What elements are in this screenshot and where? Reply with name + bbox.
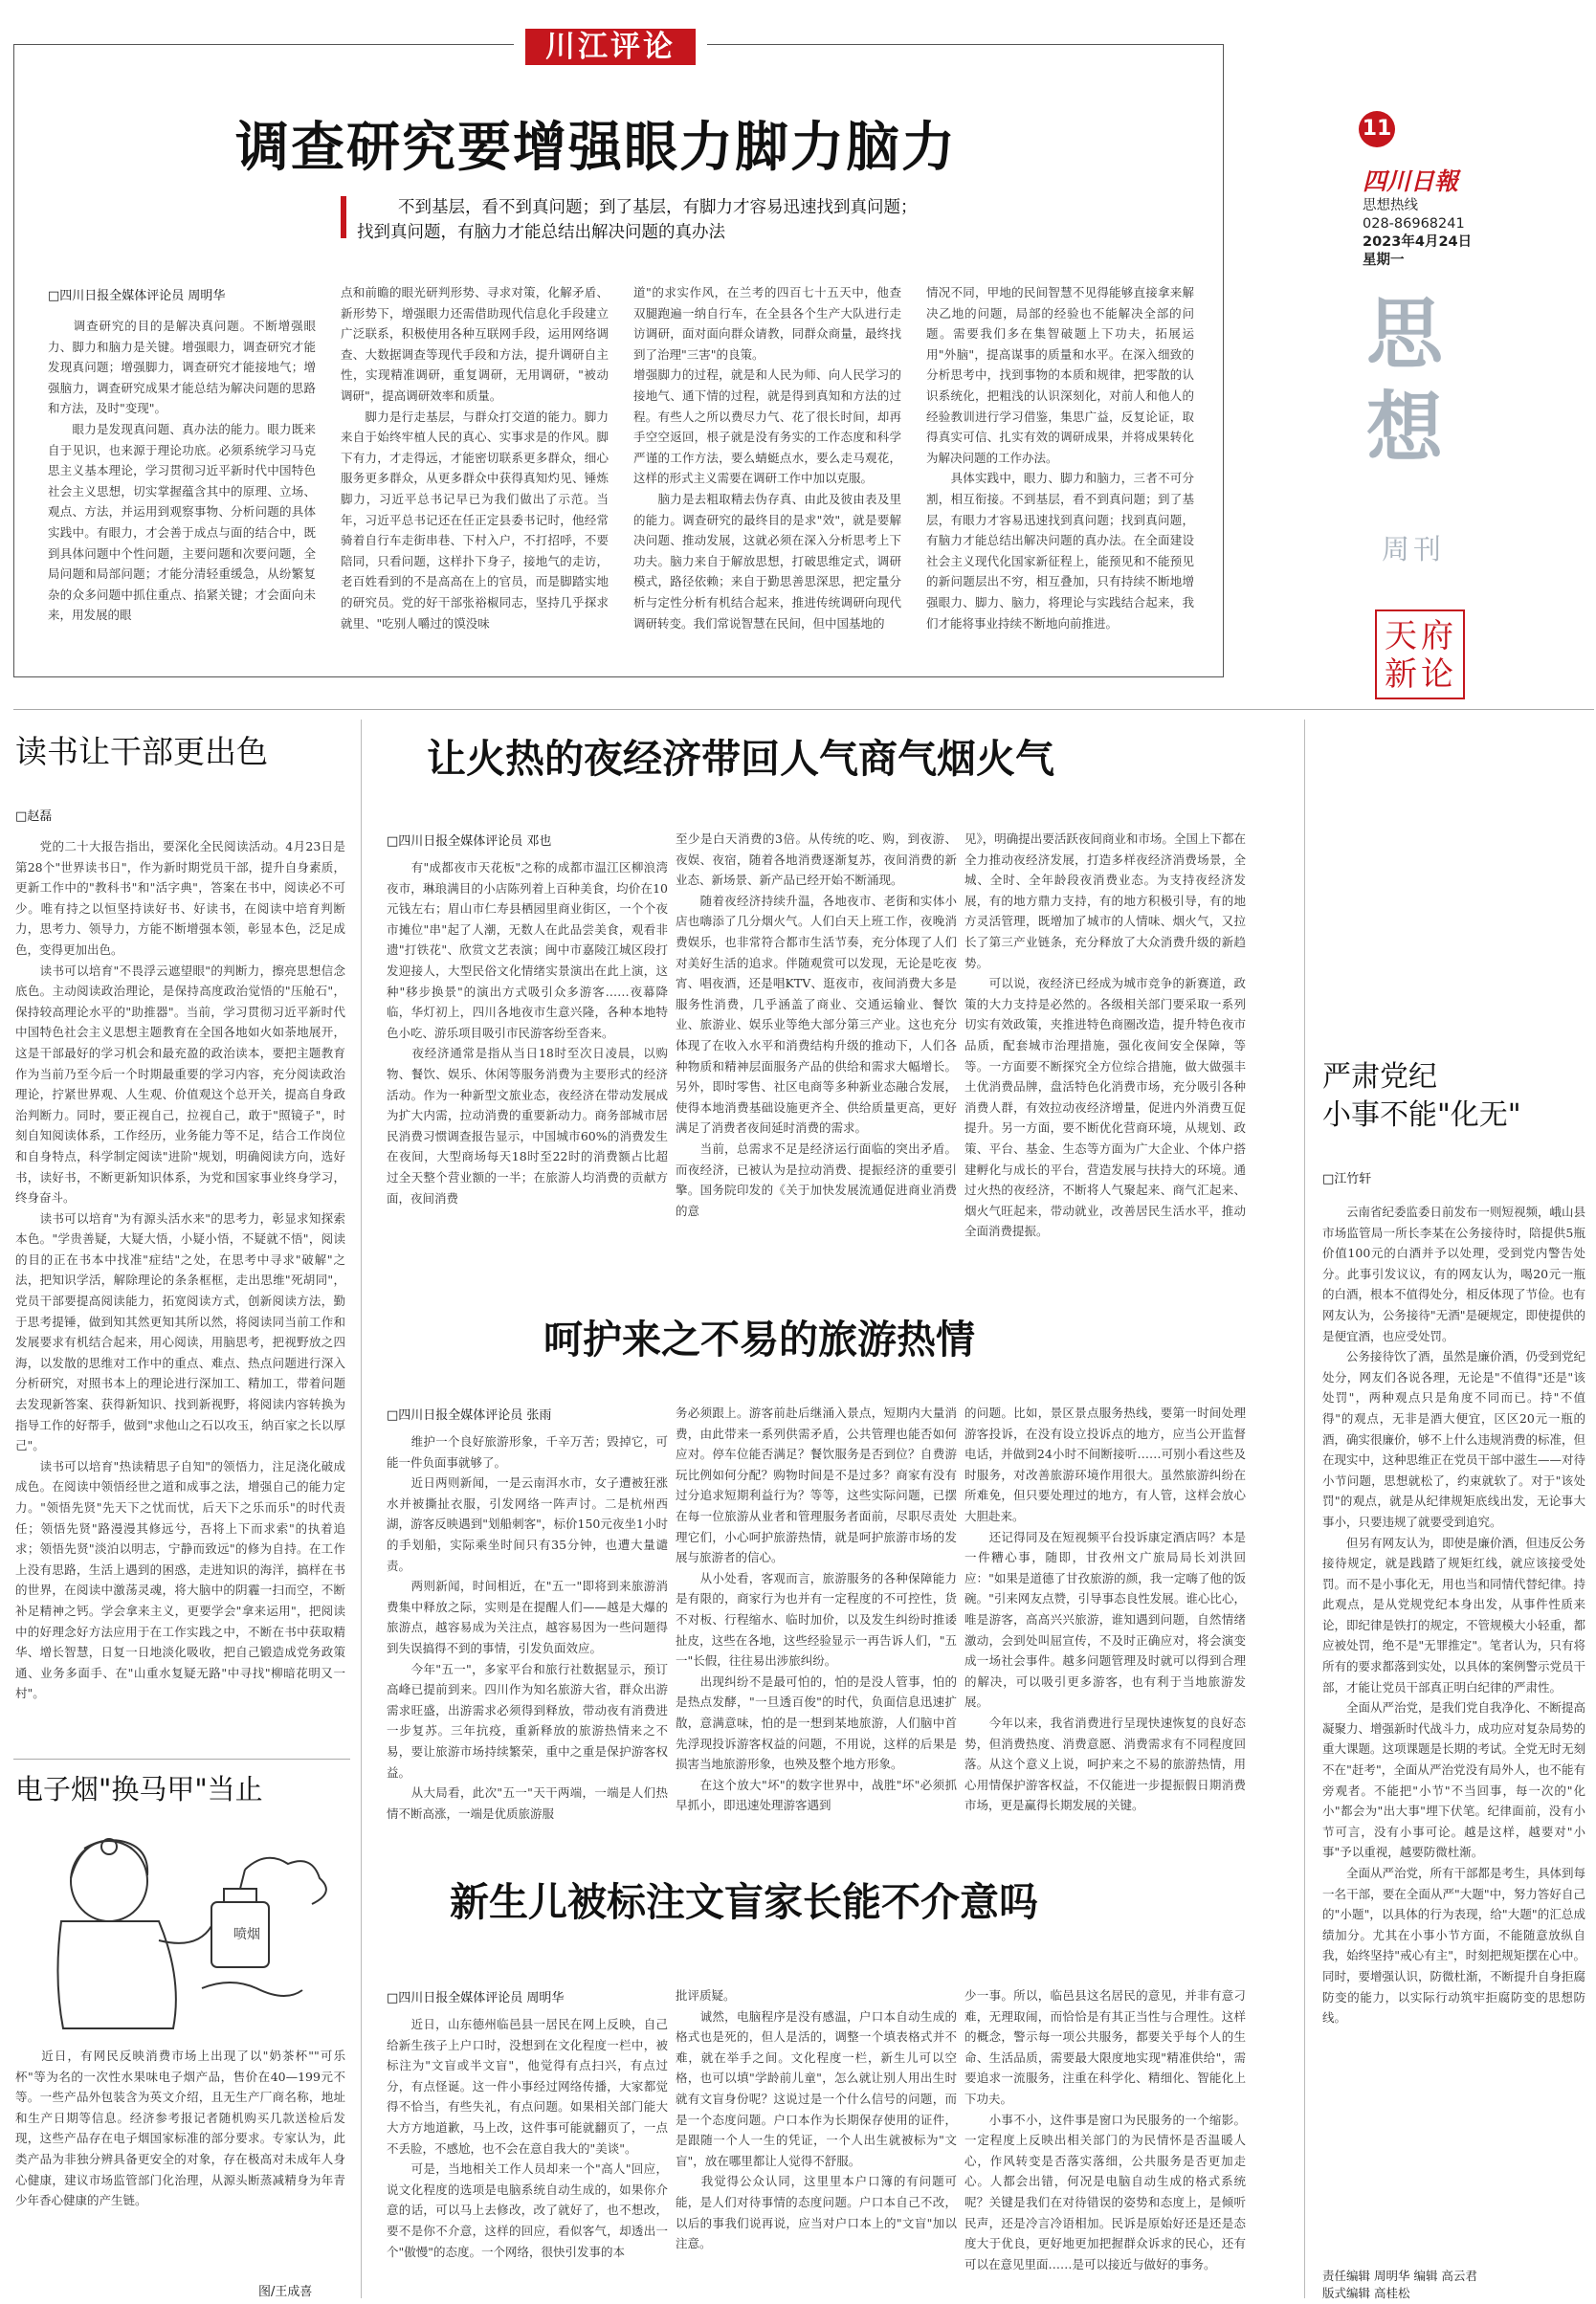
right-body: 云南省纪委监委日前发布一则短视频，峨山县市场监管局一所长李某在公务接待时，陪提供5瓶价值100元的白酒并予以处理，受到党内警告处分。此事引发议议，有的网友认为，喝20元一瓶的白酒，根本不值得处分，相反体现了节俭。也有网友认为，公务接待"无酒"是硬规定，即使提供的是便宜酒，也应受处罚。 公务接待饮了酒，虽然是廉价酒，仍受到党纪处分，网友们各说各理，无论是"不值得"还是"该处罚"，两种观点只是角度不同而已。持"不值得"的观点，无非是酒大便宜，区区20元一瓶的酒，确实很廉价，够不上什么违规消费的标准，但在现实中，这种思维正在党员干部中滋生——对待小节问题，思想就松了，约束就软了。对于"该处罚"的观点，就是从纪律规矩底线出发，无论事大事小，只要违规了就要受到追究。 但另有网友认为，即使是廉价酒，但违反公务接待规定，就是践踏了规矩红线，就应该接受处罚。而不是小事化无，用也当和同情代替纪律。持此观点，是从党规党纪本身出发，从事件性质来论，即纪律是铁打的规定，不管规模大小轻重，都应被处罚，绝不是"无罪推定"。笔者认为，只有将所有的要求都落到实处，以具体的案例警示党员干部，才能让党员干部真正明白纪律的严肃性。 全面从严治党，是我们党自我净化、不断提高凝聚力、增强新时代战斗力，成功应对复杂局势的重大课题。这项课题是长期的考试。全党无时无刻不在"赶考"，全面从严治党没有局外人，也不能有旁观者。不能把"小节"不当回事，每一次的"化小"都会为"出大事"埋下伏笔。纪律面前，没有小节可言，没有小事可论。越是这样，越要对"小事"予以重视，越要防微杜渐。 全面从严治党，所有干部都是考生，具体到每一名干部，要在全面从严"大题"中，努力答好自己的"小题"，以具体的行为表现，给"大题"的汇总成绩加分。尤其在小事小节方面，不能随意放纵自我，始终坚持"戒心有主"，时刻把规矩摆在心中。同时，要增强认识，防微杜渐，不断提升自身拒腐防变的能力，以实际行动筑牢拒腐防变的思想防线。	[1322, 1205, 1585, 2026]
lead-deck-line1: 不到基层，看不到真问题；到了基层，有脚力才容易迅速找到真问题；	[398, 198, 918, 217]
cartoon-illustration	[15, 1826, 345, 2036]
lead-body-col1: 调查研究的目的是解决真问题。不断增强眼力、脚力和脑力是关键。增强眼力，调查研究才能发现真问题；增强脚力，调查研究才能接地气；增强脑力，调查研究成果才能总结为解决问题的思路和方法，及时"变现"。 眼力是发现真问题、真办法的能力。眼力既来自于见识，也来源于理论功底。必须系统学习马克思主义基本理论，学习贯彻习近平新时代中国特色社会主义思想，切实掌握蕴含其中的原理、立场、观点、方法，并运用到观察事物、分析问题的具体实践中。有眼力，才会善于成点与面的结合中，既到具体问题中个性问题，主要问题和次要问题，全局问题和局部问题；才能分清轻重缓急，从纷繁复杂的众多问题中抓住重点、掐紧关键；才会面向未来，用发展的眼	[48, 319, 316, 623]
cartoon-credit: 图/王成喜	[258, 2285, 313, 2299]
deck-marker	[341, 196, 346, 238]
mid-a1-col2: 至少是白天消费的3倍。从传统的吃、购，到夜游、夜娱、夜宿，随着各地消费逐渐复苏，夜间消费的新业态、新场景、新产品已经开始不断涌现。 随着夜经济持续升温，各地夜市、老街和实体小店也嗨添了几分烟火气。人们白天上班工作，夜晚消费娱乐，也非常符合都市生活节奏，充分体现了人们对美好生活的追求。伴随观赏可以发现，无论是吃夜宵、唱夜酒，还是唱KTV、逛夜市，夜间消费大多是服务性消费，几乎涵盖了商业、交通运输业、餐饮业、旅游业、娱乐业等绝大部分第三产业。这也充分体现了在收入水平和消费结构升级的推动下，人们各种物质和精神层面服务产品的供给和需求大幅增长。另外，即时零售、社区电商等多种新业态融合发展，使得本地消费基础设施更齐全、供给质量更高，更好满足了消费者夜间延时消费的需求。 当前，总需求不足是经济运行面临的突出矛盾。而夜经济，已被认为是拉动消费、提振经济的重要引擎。国务院印发的《关于加快发展流通促进商业消费的意	[676, 831, 957, 1218]
column-tag	[514, 26, 707, 68]
divider-left	[361, 720, 362, 2298]
lead-deck-line2: 找到真问题，有脑力才能总结出解决问题的真办法	[357, 223, 725, 242]
column-seal-text: 天府新论	[1385, 617, 1457, 694]
hotline-number: 028-86968241	[1363, 216, 1465, 232]
lead-body-col3: 道"的求实作风，在兰考的四百七十五天中，他查双腿跑遍一纳自行车，在全县各个生产大队进行走访调研，面对面向群众请教，同群众商量，最终找到了治理"三害"的良策。 增强脚力的过程，就是和人民为师、向人民学习的接地气、通下情的过程，就是得到真知和方法的过程。有些人之所以费尽力气、花了很长时间，却再手空空返回，根子就是没有务实的工作态度和科学严谨的工作方法，要么蜻蜓点水，要么走马观花，这样的形式主义需要在调研工作中加以克服。 脑力是去粗取精去伪存真、由此及彼由表及里的能力。调查研究的最终目的是求"效"，就是要解决问题、推动发展，这就必须在深入分析思考上下功夫。脑力来自于解放思想，打破思维定式，调研模式，路径依赖；来自于勤思善思深思，把定量分析与定性分析有机结合起来，推进传统调研向现代调研转变。我们常说智慧在民间，但中国基地的	[633, 285, 901, 631]
left-title-2: 电子烟"换马甲"当止	[15, 1773, 263, 1806]
mid-title-3: 新生儿被标注文盲家长能不介意吗	[450, 1879, 1038, 1925]
lead-headline: 调查研究要增强眼力脚力脑力	[235, 117, 957, 179]
cartoon-caption: 喷烟	[233, 1927, 260, 1942]
lead-body-col4: 情况不同，甲地的民间智慧不见得能够直接拿来解决乙地的问题，局部的经验也不能解决全部的问题。需要我们多在集智破题上下功夫，拓展运用"外脑"，提高谋事的质量和水平。在深入细致的分析思考中，找到事物的本质和规律，把零散的认识系统化，把粗浅的认识深刻化，对前人和他人的经验教训进行学习借鉴，集思广益，反复论证，取得真实可信、扎实有效的调研成果，并将成果转化为解决问题的工作办法。 具体实践中，眼力、脚力和脑力，三者不可分割，相互衔接。不到基层，看不到真问题；到了基层，有眼力才容易迅速找到真问题；找到真问题，有脑力才能总结出解决问题的真办法。在全面建设社会主义现代化国家新征程上，能预见和不能预见的新问题层出不穷，相互叠加，只有持续不断地增强眼力、脚力、脑力，将理论与实践结合起来，我们才能将事业持续不断地向前推进。	[926, 285, 1194, 631]
mid-byline-1: □四川日报全媒体评论员 邓也	[387, 834, 552, 849]
doctor-coat	[57, 1921, 175, 2028]
lead-deck	[358, 195, 918, 245]
mid-a2-col1: 维护一个良好旅游形象，千辛万苦；毁掉它，可能一件负面事就够了。 近日两则新闻，一是云南洱水市，女子遭被狂涨水并被撕扯衣服，引发网络一阵声讨。二是杭州西湖，游客反映遇到"划船刺客"，标价150元夜坐1小时的手划船，实际乘坐时间只有35分钟，也遭大量谴责。 两则新闻，时间相近，在"五一"即将到来旅游消费集中释放之际，实则是在提醒人们——越是大爆的旅游点，越容易成为关注点，越容易因为一些问题得到失误搞得不到的事情，引发负面效应。 今年"五一"，多家平台和旅行社数据显示，预订高峰已提前到来。四川作为知名旅游大省，群众出游需求旺盛，出游需求必须得到释放，带动夜有消费进一步复苏。三年抗疫，重新释放的旅游热情来之不易，要让旅游市场持续繁荣，重中之重是保护游客权益。 从大局看，此次"五一"天干两端，一端是人们热情不断高涨，一端是优质旅游服	[387, 1434, 668, 1821]
page-number-badge	[1359, 111, 1395, 147]
section-title-sub: 周刊	[1382, 533, 1446, 565]
page-number: 11	[1362, 117, 1392, 141]
mid-a2-col3: 的问题。比如，景区景点服务热线，要第一时间处理游客投诉，在没有设立投诉点的地方，应当公开监督电话，并做到24小时不间断接听……可别小看这些及时服务，对改善旅游环境作用很大。虽然旅游纠纷在所难免，但只要处理过的地方，有人管，这样会放心大胆赴来。 还记得同及在短视频平台投诉康定酒店吗？本是一件糟心事，随即，甘孜州文广旅局局长刘洪回应："如果是道德了甘孜旅游的颜，我一定嗨了他的饭碗。"引来网友点赞，引导事态良性发展。谁心比心，唯是游客，高高兴兴旅游，谁知遇到问题，自然情绪激动，会到处叫屈宣传，不及时正确应对，将会演变成一场社会事件。越多问题管理及时就可以得到合理的解决，可以吸引更多游客，也有利于当地旅游发展。 今年以来，我省消费进行呈现快速恢复的良好态势，但消费热度、消费意愿、消费需求有不同程度回落。从这个意义上说，呵护来之不易的旅游热情，用心用情保护游客权益，不仅能进一步提振假日期消费市场，更是赢得长期发展的关键。	[964, 1406, 1246, 1813]
lead-byline: □四川日报全媒体评论员 周明华	[48, 289, 226, 303]
editor-line-2: 版式编辑 高桂松	[1322, 2286, 1410, 2300]
left-divider	[13, 1759, 350, 1760]
right-title-line1: 严肃党纪	[1322, 1060, 1437, 1094]
left-body-1: 党的二十大报告指出，要深化全民阅读活动。4月23日是第28个"世界读书日"，作为新时期党员干部，提升自身素质，更新工作中的"教科书"和"活字典"，答案在书中，阅读必不可少。唯有持之以恒坚持读好书、好读书，在阅读中培育判断力，思考力、领导力，方能不断增强本领，彰显本色，泛足成色，变得更加出色。 读书可以培育"不畏浮云遮望眼"的判断力，擦亮思想信念底色。主动阅读政治理论，是保持高度政治觉悟的"压舱石"，保持较高理论水平的"助推器"。当前，学习贯彻习近平新时代中国特色社会主义思想主题教育在全国各地如火如荼地展开，这是干部最好的学习机会和最充盈的政治读本，要把主题教育作为当前乃至今后一个时期最重要的学习内容，充分阅读政治理论，拧紧世界观、人生观、价值观这个总开关，提高自身政治判断力。同时，要正视自己，拉视自己，敢于"照镜子"，时刻自知阅读体系，工作经历，业务能力等不足，结合工作岗位和自身特点，科学制定阅读"进阶"规划，明确阅读方向，选好书，读好书，不断更新知识体系，为党和国家事业终身学习，终身奋斗。 读书可以培育"为有源头活水来"的思考力，彰显求知探索本色。"学贵善疑，大疑大悟，小疑小悟，不疑就不悟"，阅读的目的正在书本中找准"症结"之处，在思考中寻求"破解"之法，把知识学活，解除理论的条条框框，走出思维"死胡同"，党员干部要提高阅读能力，拓宽阅读方式，创新阅读方法，勤于思考提锤，做到知其然更知其所以然，将阅读同当前工作和发展要求有机结合起来，用心阅读，用脑思考，把视野放之四海，以发散的思维对工作中的重点、难点、热点问题进行深入分析研究，对照书本上的理论进行深加工、精加工，带着问题去发现新答案、获得新知识、找到新视野，将阅读内容转换为指导工作的好帮手，做到"求他山之石以攻玉，纳百家之长以厚己"。 读书可以培育"热读精思子自知"的领悟力，注足浇化破成成色。在阅读中领悟经世之道和成事之法，增强自己的能力定力。"领悟先贤"先天下之忧而忧，后天下之乐而乐"的时代责任；领悟先贤"路漫漫其修远兮，吾将上下而求索"的执着追求；领悟先贤"淡泊以明志，宁静而致远"的修为自持。在工作上没有思路，生活上遇到的困惑，走进知识的海洋，搞样在书的世界，在阅读中激荡灵魂，将大脑中的阴霾一扫而空，不断补足精神之钙。学会拿来主义，更要学会"拿来运用"，把阅读中的好理念好方法应用于在工作实践之中，不断在书中获取精华、增长智慧，日复一日地淡化吸收，把自己锻造成党务政策通、业务多面手、在"山重水复疑无路"中寻找"柳暗花明又一村"。	[15, 839, 345, 1701]
mid-a3-col2: 批评质疑。 诚然，电脑程序是没有感温，户口本自动生成的格式也是死的，但人是活的，调整一个填表格式并不难，就在举手之间。文化程度一栏，新生儿可以空格，也可以填"学龄前儿童"，怎么就让别人用出生时就有文盲身份呢？这说过是一个什么信号的问题，而是一个态度问题。户口本作为长期保存使用的证件，是跟随一个人一生的凭证，一个人出生就被标为"文盲"，放在哪里都让人觉得不舒服。 我觉得公众认同，这里里本户口簿的有问题可能，是人们对待事情的态度问题。户口本自己不改，以后的事我们说再说，应当对户口本上的"文盲"加以注意。	[676, 1988, 957, 2251]
column-tag-text: 川江评论	[545, 30, 676, 64]
mid-a2-col2: 务必须跟上。游客前赴后继涌入景点，短期内大量消费，由此带来一系列供需矛盾，公共管理也能否如何应对。停车位能否满足？餐饮服务是否到位？自费游玩比例如何分配？购物时间是不是过多？商家有没有过分追求短期利益行为？等等，这些实际问题，已摆在每一位旅游从业者和管理服务者面前，尽职尽责处理它们，小心呵护旅游热情，就是呵护旅游市场的发展与旅游者的信心。 从小处看，客观而言，旅游服务的各种保障能力是有限的，商家行为也并有一定程度的不可控性，货不对板、行程缩水、临时加价，以及发生纠纷时推诿扯皮，这些在各地，这些经验显示一再告诉人们，"五一"长假，往往易出涉旅纠纷。 出现纠纷不是最可怕的，怕的是没人管事，怕的是热点发酵，"一旦透百俊"的时代，负面信息迅速扩散，意满意味，怕的是一想到某地旅游，人们脑中首先浮现投诉游客权益的问题，不用说，这样的后果是损害当地旅游形象，也殃及整个地方形象。 在这个放大"坏"的数字世界中，战胜"坏"必须抓早抓小，即迅速处理游客遇到	[676, 1406, 957, 1813]
mid-a3-col3: 少一事。所以，临邑县这名居民的意见，并非有意刁难，无理取闹，而恰恰是有其正当性与合理性。这样的概念，警示每一项公共服务，都要关乎每个人的生命、生活品质，需要最大限度地实现"精准供给"，需要追求一流服务，注重在科学化、精细化、智能化上下功夫。 小事不小，这件事是窗口为民服务的一个缩影。一定程度上反映出相关部门的为民情怀是否温暖人心，作风转变是否落实落细，公共服务是否更加走心。人都会出错，何况是电脑自动生成的格式系统呢？关键是我们在对待错误的姿势和态度上，是倾听民声，还是冷言冷语相加。民诉是原始好还是还是态度大于优良，更好地更加把握群众诉求的民心，还有可以在意见里面……是可以接近与做好的事务。	[964, 1988, 1246, 2271]
masthead-info	[1363, 197, 1472, 270]
mid-byline-2: □四川日报全媒体评论员 张雨	[387, 1408, 552, 1423]
issue-weekday: 星期一	[1363, 253, 1405, 268]
right-title-line2: 小事不能"化无"	[1322, 1098, 1521, 1132]
left-body-2: 近日，有网民反映消费市场上出现了以"奶茶杯""可乐杯"等为名的一次性水果味电子烟产品，售价在40—199元不等。一些产品外包装含为英文介绍，且无生产厂商名称，地址和生产日期等信息。经济参考报记者随机购买几款送检后发现，这些产品存在电子烟国家标准的部分要求。专家认为，此类产品为非独分辨具备更安全的对象，存在极高对未成年人身心健康，建议市场监管部门化治理，从源头断蒸减精身为年青少年香心健康的产生链。	[15, 2049, 345, 2208]
column-seal-box	[1375, 609, 1465, 699]
divider-right	[1304, 720, 1305, 2298]
mid-title-1: 让火热的夜经济带回人气商气烟火气	[427, 736, 1054, 782]
section-divider	[13, 709, 1594, 710]
lead-body-col2: 点和前瞻的眼光研判形势、寻求对策，化解矛盾、新形势下，增强眼力还需借助现代信息化手段建立广泛联系，积极使用各种互联网手段，运用网络调查、大数据调查等现代手段和方法，提升调研自主性，实现精准调研，重复调研，无用调研，"被动调研"，提高调研效率和质量。 脚力是行走基层，与群众打交道的能力。脚力来自于始终牢植人民的真心、实事求是的作风。脚下有力，才走得远，才能密切联系更多群众，细心服务更多群众，从更多群众中获得真知灼见、锤炼脚力，习近平总书记早已为我们做出了示范。当年，习近平总书记还在任正定县委书记时，他经常骑着自行车走街串巷、下村入户，不打招呼，不要陪同，只看问题，这样扑下身子，接地气的走访，老百姓看到的不是高高在上的官员，而是脚踏实地的研究员。党的好干部张裕椒同志，坚持几乎探求就里、"吃别人嚼过的馍没味	[341, 285, 609, 631]
editor-line-1: 责任编辑 周明华 编辑 高云君	[1322, 2269, 1477, 2283]
mid-a1-col3: 见》，明确提出要活跃夜间商业和市场。全国上下都在全力推动夜经济发展，打造多样夜经济消费场景，全城、全时、全年龄段夜消费业态。为支持夜经济发展，有的地方鼎力支持，有的地方积极引导，有的地方灵活管理，既增加了城市的人情味、烟火气，又拉长了第三产业链条，充分释放了大众消费升级的新趋势。 可以说，夜经济已经成为城市竞争的新赛道，政策的大力支持是必然的。各级相关部门要采取一系列切实有效政策，夹推进特色商圈改造，提升特色夜市品质，配套城市治理措施，强化夜间安全保障，等等。一方面要不断探究全方位综合措施，做大做强丰土优消费品牌，盘活特色化消费市场，充分吸引各种消费人群，有效拉动夜经济增量，促进内外消费互促提升。另一方面，要不断优化营商环境，从规划、政策、平台、基金、生态等方面为广大企业、个体户搭建孵化与成长的平台，营造发展与扶持大的环境。通过火热的夜经济，不断将人气聚起来、商气汇起来、烟火气旺起来，带动就业，改善居民生活水平，推动全面消费提振。	[964, 831, 1246, 1239]
left-title-1: 读书让干部更出色	[15, 733, 268, 770]
editor-credits	[1322, 2268, 1477, 2302]
doctor-hair	[71, 1840, 147, 1878]
section-title-big: 思想	[1366, 289, 1443, 473]
hotline-label: 思想热线	[1363, 198, 1418, 213]
right-byline: □江竹轩	[1322, 1172, 1372, 1186]
mid-a1-col1: 有"成都夜市天花板"之称的成都市温江区柳浪湾夜市，琳琅满目的小店陈列着上百种美食，均价在10元钱左右；眉山市仁寿县栖园里商业街区，一个个夜市摊位"串"起了人潮，无数人在此品尝美食，观看非遗"打铁花"、欣赏文艺表演；闽中市嘉陵江城区段打发迎接人，大型民俗文化情绪实景演出在此上演，这种"移步换景"的演出方式吸引众多游客……夜幕降临，华灯初上，四川各地夜市生意兴隆，各种本地特色小吃、游乐项目吸引市民游客纷至沓来。 夜经济通常是指从当日18时至次日凌晨，以购物、餐饮、娱乐、休闲等服务消费为主要形式的经济活动。作为一种新型文旅业态，夜经济在带动发展成为扩大内需，拉动消费的重要新动力。商务部城市居民消费习惯调查报告显示，中国城市60%的消费发生在夜间，大型商场每天18时至22时的消费额占比超过全天整个营业额的一半；在旅游人均消费的贡献方面，夜间消费	[387, 860, 668, 1206]
issue-date: 2023年4月24日	[1363, 234, 1473, 250]
mid-a3-col1: 近日，山东德州临邑县一居民在网上反映，自己给新生孩子上户口时，没想到在文化程度一栏中，被标注为"文盲或半文盲"，他觉得有点扫兴，有点过分，有点怪诞。这一件小事经过网络传播，大家都觉得不恰当，有些失礼，有点问题。如果相关部门能大大方方地道歉，马上改，这件事可能就翻页了，一点不丢脸，不感尬，也不会在意自我大的"美谈"。 可是，当地相关工作人员却来一个"高人"回应，说文化程度的选项是电脑系统自动生成的，如果你介意的话，可以马上去修改，改了就好了，也不想改，要不是你不介意，这样的回应，看似客气，却透出一个"傲慢"的态度。一个网络，很快引发事的本	[387, 2017, 668, 2259]
paper-name-logo: 四川日報	[1363, 167, 1459, 195]
mid-byline-3: □四川日报全媒体评论员 周明华	[387, 1991, 565, 2005]
left-byline-1: □赵磊	[15, 809, 53, 824]
mid-title-2: 呵护来之不易的旅游热情	[543, 1317, 975, 1362]
